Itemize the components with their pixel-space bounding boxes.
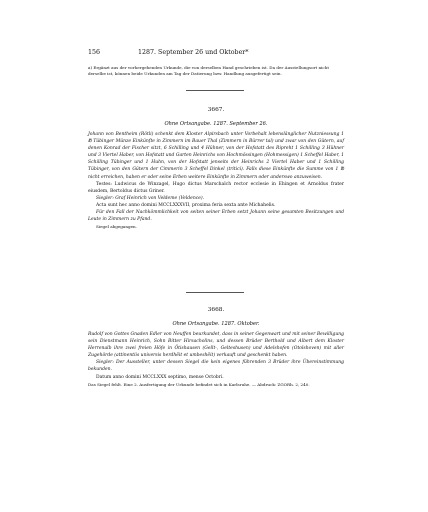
section-divider: [186, 90, 244, 91]
page-number: 156: [88, 49, 101, 56]
sealer-note: Siegler: Graf Heinrich von Veldeme (Veldence).: [96, 195, 205, 201]
document-number: 3668.: [207, 307, 225, 313]
running-header: [88, 49, 344, 56]
dating-clause: Acta sunt hec anno domini MCCLXXXVII, proxima feria sexta ante Michahelis.: [96, 202, 276, 208]
running-title: 1287. September 26 und Oktober*: [138, 49, 249, 56]
document-subtitle: Ohne Ortsangabe. 1287. Oktober.: [172, 321, 260, 327]
sealer-note: Siegler: Der Aussteller, unter dessen Siegel die kein eigenes führenden 3 Brüder ihre Übereinstimmung bekunden.: [88, 360, 344, 373]
dating-clause: Datum anno domini MCCLXXX septimo, mense Octobri.: [96, 374, 224, 380]
regest-text: Rudolf von Gottes Gnaden Edler von Neuffen beurkundet, dass in seiner Gegenwart und mit seiner Bewilligung sein Dienstmann Heinrich, Sohn Bitter Hirsacholins, und dessen Brüder Berthold und Albert dem Kloster Herrenalb ihre zwei freien Höfe in Ötishausen (Gellt-, Gelteshusen) und Adelshofen (Otolshoven) mit aller Zugehörde (attinentiis universis herdhēit et umbeshēit) verkauft und geschenkt haben.: [88, 332, 344, 359]
section-divider: [186, 292, 244, 293]
document-number: 3667.: [207, 107, 225, 113]
seal-note: Siegel abgegangen.: [96, 224, 137, 230]
document-body: [88, 131, 344, 230]
witness-list: Testes: Ludwicus de Winzagel, Hugo dictus Marschalch rector ecclesie in Ehingen et Arnoldus frater eiusdem, Bertoldus dictus Griner.: [88, 181, 344, 194]
regest-text: Johann von Bentheim (Rötli) schenkt dem Kloster Alpirsbach unter Vorbehalt lebenslänglicher Nutzniessung 1 ℔ Tübinger Münze Einkünfte in Zimmern im Bauer Thal (Zimmern in Bürrer tal) und zwar von den Gütern, auf denen Konrad der Fischer sitzt, 6 Schilling und 4 Hühner, von der Hofstatt des Ripreht 1 Schilling 3 Hühner und 3 Viertel Haber, von Hofstatt und Garten Heinrichs von Hochmössingen (Hohmessigen) 1 Scheffel Haber, 1 Schilling Tübinger und 1 Huhn, von der Hofstatt jenseits der Heinrichs 2 Viertel Haber und 1 Schilling Tübinger, von den Gütern der Cimmerin 3 Scheffel Dinkel (tritici). Falls diese Einkünfte die Summe von 1 ℔ nicht erreichen, haben er oder seine Erben weitere Einkünfte in Zimmern oder anderswo anzuweisen.: [88, 132, 344, 180]
pledge-clause: Für den Fall der Nachkömmlichkeit von seiten seiner Erben setzt Johann seine gesamten Besitzungen und Leute in Zimmern zu Pfand.: [88, 210, 344, 223]
document-subtitle: Ohne Ortsangabe. 1287. September 26.: [164, 121, 268, 127]
seal-note: Das Siegel fehlt. Eine 2. Ausfertigung der Urkunde befindet sich in Karlsruhe. — Abdruck: ZGORh. 2, 240.: [88, 381, 310, 387]
document-body: [88, 331, 344, 388]
footnote: a) Ergänzt aus der vorhergehenden Urkunde, die von derselben Hand geschrieben ist. Da der Ausstellungsort nicht derselbe ist, können beide Urkunden am Tag der Datierung bzw. Handlung ausgefertigt sein.: [88, 65, 329, 76]
